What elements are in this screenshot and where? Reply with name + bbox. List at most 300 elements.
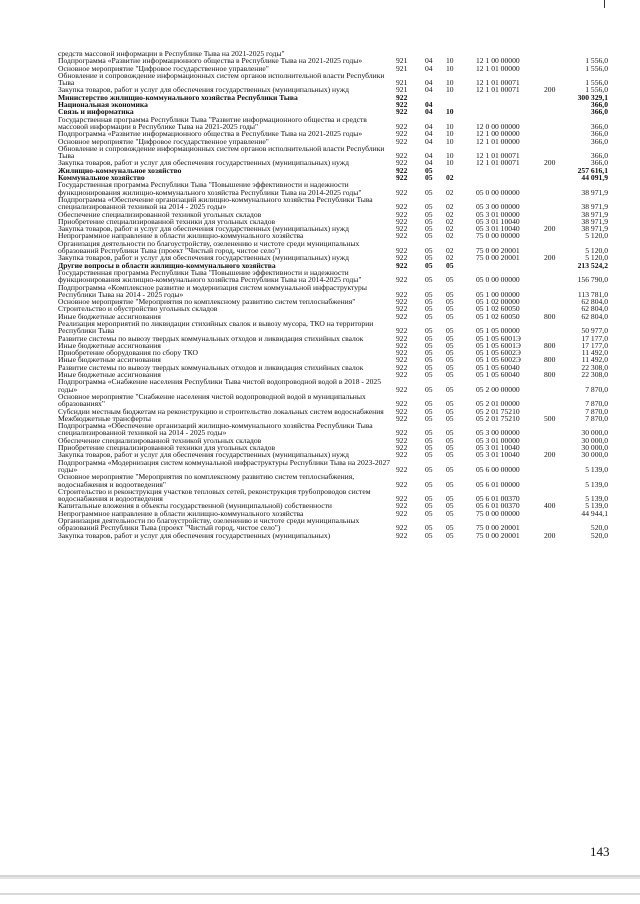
section-code: 05 xyxy=(425,443,433,453)
amount: 156 790,0 xyxy=(577,275,608,285)
subsection-code: 05 xyxy=(446,428,454,438)
scan-edge-mark xyxy=(604,0,605,8)
table-row xyxy=(58,240,618,255)
ministry-code: 922 xyxy=(396,121,408,131)
target-article-code: 05 1 02 00000 xyxy=(476,297,520,307)
subsection-code: 05 xyxy=(446,297,454,307)
target-article-code: 05 1 05 00000 xyxy=(476,326,520,336)
subsection-code: 05 xyxy=(446,501,454,511)
ministry-code: 922 xyxy=(396,523,408,533)
section-code: 05 xyxy=(425,435,433,445)
subsection-code: 10 xyxy=(446,151,454,161)
target-article-code: 05 0 00 00000 xyxy=(476,275,520,285)
subsection-code: 05 xyxy=(446,355,454,365)
subsection-code: 05 xyxy=(446,523,454,533)
table-row xyxy=(58,101,618,108)
subsection-code: 05 xyxy=(446,479,454,489)
subsection-code: 05 xyxy=(446,530,454,540)
section-code: 05 xyxy=(425,406,433,416)
subsection-code: 10 xyxy=(446,63,454,73)
amount: 1 556,0 xyxy=(585,85,608,95)
amount: 300 329,1 xyxy=(577,92,608,102)
subsection-code: 10 xyxy=(446,107,454,117)
expense-type-code: 500 xyxy=(544,413,556,423)
target-article-code: 05 1 05 6001Э xyxy=(476,340,521,350)
row-name: Строительство и обустройство угольных складов xyxy=(58,304,218,314)
amount: 113 781,0 xyxy=(577,289,608,299)
target-article-code: 12 1 00 00000 xyxy=(476,56,520,66)
ministry-code: 922 xyxy=(396,224,408,234)
section-code: 05 xyxy=(425,479,433,489)
subsection-code: 05 xyxy=(446,333,454,343)
amount: 7 870,0 xyxy=(585,406,608,416)
table-row xyxy=(58,320,618,335)
target-article-code: 05 1 05 6001Э xyxy=(476,333,521,343)
target-article-code: 75 0 00 00000 xyxy=(476,508,520,518)
target-article-code: 05 6 01 00000 xyxy=(476,479,520,489)
target-article-code: 05 1 05 6002Э xyxy=(476,348,521,358)
subsection-code: 05 xyxy=(446,289,454,299)
section-code: 05 xyxy=(425,362,433,372)
subsection-code: 10 xyxy=(446,158,454,168)
amount: 30 000,0 xyxy=(581,450,608,460)
table-row xyxy=(58,378,618,393)
subsection-code: 10 xyxy=(446,136,454,146)
ministry-code: 922 xyxy=(396,530,408,540)
ministry-code: 922 xyxy=(396,501,408,511)
amount: 38 971,9 xyxy=(581,202,608,212)
ministry-code: 921 xyxy=(396,85,408,95)
amount: 520,0 xyxy=(590,523,608,533)
target-article-code: 12 1 01 00071 xyxy=(476,151,520,161)
row-name: Закупка товаров, работ и услуг для обеспечения государственных (муниципальных) xyxy=(58,530,331,540)
section-code: 05 xyxy=(425,165,433,175)
amount: 1 556,0 xyxy=(585,78,608,88)
section-code: 05 xyxy=(425,370,433,380)
subsection-code: 05 xyxy=(446,304,454,314)
subsection-code: 05 xyxy=(446,384,454,394)
ministry-code: 922 xyxy=(396,260,408,270)
ministry-code: 922 xyxy=(396,348,408,358)
row-name: Реализация мероприятий по ликвидации стихийных свалок и вывозу мусора, ТКО на территории Республики Тыва xyxy=(58,318,374,336)
subsection-code: 05 xyxy=(446,326,454,336)
section-code: 05 xyxy=(425,231,433,241)
subsection-code: 05 xyxy=(446,413,454,423)
row-name: Приобретение специализированной техники для угольных складов xyxy=(58,216,276,226)
amount: 62 804,0 xyxy=(581,304,608,314)
subsection-code: 05 xyxy=(446,260,454,270)
section-code: 04 xyxy=(425,56,433,66)
subsection-code: 10 xyxy=(446,121,454,131)
target-article-code: 05 2 01 75210 xyxy=(476,413,520,423)
section-code: 05 xyxy=(425,289,433,299)
amount: 62 804,0 xyxy=(581,311,608,321)
row-name: Непрограммное направление в области жилищно-коммунального хозяйства xyxy=(58,508,304,518)
ministry-code: 922 xyxy=(396,450,408,460)
subsection-code: 10 xyxy=(446,129,454,139)
row-name: Развитие системы по вывозу твердых коммунальных отходов и ликвидация стихийных свалок xyxy=(58,333,364,343)
amount: 213 524,2 xyxy=(577,260,608,270)
ministry-code: 922 xyxy=(396,494,408,504)
target-article-code: 05 1 05 60040 xyxy=(476,362,520,372)
ministry-code: 922 xyxy=(396,297,408,307)
table-row xyxy=(58,393,618,408)
subsection-code: 05 xyxy=(446,311,454,321)
row-name: Подпрограмма «Развитие информационного общества в Республике Тыва на 2021-2025 годы» xyxy=(58,129,363,139)
amount: 62 804,0 xyxy=(581,297,608,307)
subsection-code: 02 xyxy=(446,187,454,197)
ministry-code: 922 xyxy=(396,508,408,518)
row-name: Организация деятельности по благоустройству, озеленению и чистоте среди муниципальных образований Республики Тыва (проект "Чистый город, чистое село") xyxy=(58,516,360,533)
target-article-code: 05 3 01 10040 xyxy=(476,216,520,226)
row-name: Министерство жилищно-коммунального хозяйства Республики Тыва xyxy=(58,92,298,102)
target-article-code: 05 3 01 00000 xyxy=(476,209,520,219)
target-article-code: 05 0 00 00000 xyxy=(476,187,520,197)
ministry-code: 922 xyxy=(396,399,408,409)
target-article-code: 75 0 00 20001 xyxy=(476,246,520,256)
amount: 22 308,0 xyxy=(581,370,608,380)
ministry-code: 922 xyxy=(396,435,408,445)
row-name: Жилищно-коммунальное хозяйство xyxy=(58,165,182,175)
section-code: 05 xyxy=(425,508,433,518)
row-name: Организация деятельности по благоустройству, озеленению и чистоте среди муниципальных образований Республики Тыва (проект "Чистый город, чистое село") xyxy=(58,238,360,256)
scan-bottom-lines xyxy=(0,870,640,904)
section-code: 05 xyxy=(425,260,433,270)
row-name: Основное мероприятие "Мероприятия по комплексному развитию систем теплоснабжения, водоснабжения и водоотведения" xyxy=(58,472,355,489)
ministry-code: 922 xyxy=(396,384,408,394)
amount: 7 870,0 xyxy=(585,384,608,394)
subsection-code: 05 xyxy=(446,370,454,380)
target-article-code: 05 3 01 10040 xyxy=(476,450,520,460)
row-name: Закупка товаров, работ и услуг для обеспечения государственных (муниципальных) нужд xyxy=(58,85,349,95)
subsection-code: 02 xyxy=(446,231,454,241)
subsection-code: 02 xyxy=(446,209,454,219)
ministry-code: 922 xyxy=(396,333,408,343)
expense-type-code: 200 xyxy=(544,253,556,263)
amount: 30 000,0 xyxy=(581,428,608,438)
subsection-code: 05 xyxy=(446,275,454,285)
subsection-code: 05 xyxy=(446,406,454,416)
ministry-code: 922 xyxy=(396,428,408,438)
amount: 30 000,0 xyxy=(581,435,608,445)
row-name: Государственная программа Республики Тыва "Развитие информационного общества и средств массовой информации в Республике Тыва на 2021-2025 годы" xyxy=(58,114,367,131)
target-article-code: 05 1 05 6002Э xyxy=(476,355,521,365)
target-article-code: 75 0 00 20001 xyxy=(476,253,520,263)
target-article-code: 05 6 00 00000 xyxy=(476,464,520,474)
row-name: средств массовой информации в Республике Тыва на 2021-2025 годы" xyxy=(58,49,285,58)
ministry-code: 922 xyxy=(396,340,408,350)
section-code: 04 xyxy=(425,151,433,161)
row-name: Развитие системы по вывозу твердых коммунальных отходов и ликвидация стихийных свалок xyxy=(58,362,364,372)
section-code: 05 xyxy=(425,348,433,358)
table-row xyxy=(58,145,618,160)
target-article-code: 12 1 01 00000 xyxy=(476,136,520,146)
ministry-code: 922 xyxy=(396,311,408,321)
section-code: 05 xyxy=(425,297,433,307)
row-name: Закупка товаров, работ и услуг для обеспечения государственных (муниципальных) нужд xyxy=(58,158,349,168)
amount: 22 308,0 xyxy=(581,362,608,372)
target-article-code: 12 1 01 00071 xyxy=(476,85,520,95)
target-article-code: 05 2 01 75210 xyxy=(476,406,520,416)
row-name: Обновление и сопровождение информационных систем органов исполнительной власти Республики Тыва xyxy=(58,143,385,161)
ministry-code: 922 xyxy=(396,158,408,168)
target-article-code: 05 3 00 00000 xyxy=(476,428,520,438)
amount: 5 139,0 xyxy=(585,494,608,504)
target-article-code: 12 1 00 00000 xyxy=(476,129,520,139)
row-name: Коммунальное хозяйство xyxy=(58,173,145,183)
section-code: 05 xyxy=(425,333,433,343)
ministry-code: 922 xyxy=(396,165,408,175)
target-article-code: 05 2 00 00000 xyxy=(476,384,520,394)
amount: 5 120,0 xyxy=(585,231,608,241)
row-name: Приобретение оборудования по сбору ТКО xyxy=(58,348,199,358)
ministry-code: 922 xyxy=(396,187,408,197)
table-row xyxy=(58,532,618,539)
ministry-code: 922 xyxy=(396,231,408,241)
row-name: Закупка товаров, работ и услуг для обеспечения государственных (муниципальных) нужд xyxy=(58,450,349,460)
amount: 366,0 xyxy=(590,158,608,168)
row-name: Капитальные вложения в объекты государственной (муниципальной) собственности xyxy=(58,501,332,511)
row-name: Подпрограмма «Развитие информационного общества в Республике Тыва на 2021-2025 годы» xyxy=(58,56,363,66)
subsection-code: 05 xyxy=(446,348,454,358)
target-article-code: 05 1 00 00000 xyxy=(476,289,520,299)
subsection-code: 05 xyxy=(446,399,454,409)
section-code: 04 xyxy=(425,78,433,88)
target-article-code: 05 3 01 00000 xyxy=(476,435,520,445)
row-name: Иные бюджетные ассигнования xyxy=(58,340,161,350)
row-name: Строительство и реконструкция участков тепловых сетей, реконструкция трубопроводов систем водоснабжения и водоотведения xyxy=(58,486,371,504)
section-code: 05 xyxy=(425,202,433,212)
subsection-code: 02 xyxy=(446,202,454,212)
amount: 366,0 xyxy=(590,121,608,131)
row-name: Подпрограмма «Модернизация систем коммунальной инфраструктуры Республики Тыва на 2023-2027 годы» xyxy=(58,457,391,474)
ministry-code: 922 xyxy=(396,304,408,314)
amount: 44 091,9 xyxy=(581,173,608,183)
amount: 38 971,9 xyxy=(581,187,608,197)
expense-type-code: 800 xyxy=(544,340,556,350)
amount: 1 556,0 xyxy=(585,56,608,66)
row-name: Государственная программа Республики Тыва "Повышение эффективности и надежности функционирования жилищно-коммунального хозяйства Республики Тыва на 2014-2025 годы" xyxy=(58,180,362,197)
ministry-code: 922 xyxy=(396,464,408,474)
table-row xyxy=(58,181,618,196)
section-code: 04 xyxy=(425,158,433,168)
target-article-code: 05 1 05 60040 xyxy=(476,370,520,380)
section-code: 05 xyxy=(425,326,433,336)
amount: 30 000,0 xyxy=(581,443,608,453)
ministry-code: 922 xyxy=(396,246,408,256)
section-code: 04 xyxy=(425,121,433,131)
row-name: Подпрограмма «Обеспечение организаций жилищно-коммунального хозяйства Республики Тыва специализированной техникой на 2014 - 2025 годы» xyxy=(58,194,373,212)
row-name: Национальная экономика xyxy=(58,100,148,110)
row-name: Основное мероприятие "Мероприятия по комплексному развитию систем теплоснабжения" xyxy=(58,297,356,307)
ministry-code: 922 xyxy=(396,362,408,372)
table-row xyxy=(58,422,618,437)
amount: 366,0 xyxy=(590,136,608,146)
target-article-code: 12 1 01 00071 xyxy=(476,78,520,88)
section-code: 05 xyxy=(425,428,433,438)
subsection-code: 02 xyxy=(446,224,454,234)
subsection-code: 10 xyxy=(446,56,454,66)
amount: 366,0 xyxy=(590,107,608,117)
table-row xyxy=(58,72,618,87)
amount: 17 177,0 xyxy=(581,340,608,350)
ministry-code: 922 xyxy=(396,151,408,161)
expense-type-code: 200 xyxy=(544,224,556,234)
row-name: Межбюджетные трансферты xyxy=(58,413,151,423)
target-article-code: 05 3 01 10040 xyxy=(476,443,520,453)
section-code: 05 xyxy=(425,523,433,533)
page-number: 143 xyxy=(590,844,610,859)
target-article-code: 75 0 00 20001 xyxy=(476,530,520,540)
section-code: 04 xyxy=(425,85,433,95)
section-code: 05 xyxy=(425,216,433,226)
expense-type-code: 400 xyxy=(544,501,556,511)
scan-artifact-lines xyxy=(0,870,640,904)
ministry-code: 922 xyxy=(396,355,408,365)
row-name: Основное мероприятие "Цифровое государственное управление" xyxy=(58,136,269,146)
ministry-code: 922 xyxy=(396,253,408,263)
row-name: Подпрограмма «Снабжение населения Республики Тыва чистой водопроводной водой в 2018 - 2025 годы» xyxy=(58,377,382,394)
amount: 7 870,0 xyxy=(585,399,608,409)
table-row xyxy=(58,269,618,284)
amount: 44 944,1 xyxy=(581,508,608,518)
target-article-code: 05 6 01 00370 xyxy=(476,501,520,511)
subsection-code: 02 xyxy=(446,216,454,226)
amount: 366,0 xyxy=(590,151,608,161)
target-article-code: 05 1 02 60050 xyxy=(476,311,520,321)
row-name: Основное мероприятие "Цифровое государственное управление" xyxy=(58,63,269,73)
target-article-code: 05 6 01 00370 xyxy=(476,494,520,504)
subsection-code: 05 xyxy=(446,443,454,453)
expense-type-code: 200 xyxy=(544,158,556,168)
table-row xyxy=(58,517,618,532)
ministry-code: 922 xyxy=(396,413,408,423)
section-code: 05 xyxy=(425,464,433,474)
subsection-code: 02 xyxy=(446,246,454,256)
ministry-code: 921 xyxy=(396,56,408,66)
table-row xyxy=(58,196,618,211)
amount: 38 971,9 xyxy=(581,224,608,234)
row-name: Обеспечение специализированной техникой угольных складов xyxy=(58,209,262,219)
table-row xyxy=(58,488,618,503)
row-name: Подпрограмма «Обеспечение организаций жилищно-коммунального хозяйства Республики Тыва специализированной техникой на 2014 - 2025 годы» xyxy=(58,421,373,438)
ministry-code: 922 xyxy=(396,209,408,219)
ministry-code: 922 xyxy=(396,443,408,453)
amount: 50 977,0 xyxy=(581,326,608,336)
row-name: Иные бюджетные ассигнования xyxy=(58,311,161,321)
amount: 5 139,0 xyxy=(585,479,608,489)
subsection-code: 02 xyxy=(446,253,454,263)
row-name: Иные бюджетные ассигнования xyxy=(58,355,161,365)
section-code: 04 xyxy=(425,107,433,117)
section-code: 05 xyxy=(425,275,433,285)
row-name: Другие вопросы в области жилищно-коммунального хозяйства xyxy=(58,260,276,270)
row-name: Обеспечение специализированной техникой угольных складов xyxy=(58,435,262,445)
section-code: 05 xyxy=(425,340,433,350)
row-name: Закупка товаров, работ и услуг для обеспечения государственных (муниципальных) нужд xyxy=(58,253,349,263)
ministry-code: 922 xyxy=(396,129,408,139)
budget-table xyxy=(58,50,618,539)
amount: 5 139,0 xyxy=(585,501,608,511)
row-name: Иные бюджетные ассигнования xyxy=(58,370,161,380)
amount: 366,0 xyxy=(590,129,608,139)
target-article-code: 75 0 00 20001 xyxy=(476,523,520,533)
target-article-code: 75 0 00 00000 xyxy=(476,231,520,241)
expense-type-code: 800 xyxy=(544,370,556,380)
ministry-code: 922 xyxy=(396,289,408,299)
row-name: Связь и информатика xyxy=(58,107,134,117)
ministry-code: 922 xyxy=(396,100,408,110)
subsection-code: 05 xyxy=(446,362,454,372)
section-code: 05 xyxy=(425,173,433,183)
ministry-code: 922 xyxy=(396,136,408,146)
table-row xyxy=(58,459,618,474)
expense-type-code: 200 xyxy=(544,85,556,95)
target-article-code: 12 1 01 00071 xyxy=(476,158,520,168)
section-code: 05 xyxy=(425,399,433,409)
section-code: 05 xyxy=(425,311,433,321)
amount: 5 139,0 xyxy=(585,464,608,474)
section-code: 05 xyxy=(425,413,433,423)
target-article-code: 12 1 01 00000 xyxy=(476,63,520,73)
ministry-code: 922 xyxy=(396,202,408,212)
row-name: Подпрограмма «Комплексное развитие и модернизация систем коммунальной инфраструктуры Республики Тыва на 2014 - 2025 годы» xyxy=(58,282,367,299)
section-code: 05 xyxy=(425,501,433,511)
subsection-code: 05 xyxy=(446,508,454,518)
section-code: 05 xyxy=(425,450,433,460)
subsection-code: 10 xyxy=(446,78,454,88)
subsection-code: 05 xyxy=(446,494,454,504)
amount: 38 971,9 xyxy=(581,209,608,219)
section-code: 05 xyxy=(425,246,433,256)
subsection-code: 05 xyxy=(446,464,454,474)
table-row xyxy=(58,116,618,131)
amount: 5 120,0 xyxy=(585,246,608,256)
amount: 1 556,0 xyxy=(585,63,608,73)
ministry-code: 922 xyxy=(396,370,408,380)
section-code: 05 xyxy=(425,384,433,394)
expense-type-code: 800 xyxy=(544,355,556,365)
amount: 17 177,0 xyxy=(581,333,608,343)
expense-type-code: 800 xyxy=(544,311,556,321)
section-code: 05 xyxy=(425,209,433,219)
subsection-code: 05 xyxy=(446,340,454,350)
amount: 520,0 xyxy=(590,530,608,540)
section-code: 05 xyxy=(425,530,433,540)
amount: 257 616,1 xyxy=(577,165,608,175)
section-code: 05 xyxy=(425,224,433,234)
ministry-code: 922 xyxy=(396,173,408,183)
section-code: 05 xyxy=(425,494,433,504)
amount: 7 870,0 xyxy=(585,413,608,423)
ministry-code: 922 xyxy=(396,216,408,226)
ministry-code: 921 xyxy=(396,63,408,73)
ministry-code: 922 xyxy=(396,326,408,336)
amount: 11 492,0 xyxy=(581,355,608,365)
subsection-code: 05 xyxy=(446,450,454,460)
ministry-code: 921 xyxy=(396,78,408,88)
row-name: Закупка товаров, работ и услуг для обеспечения государственных (муниципальных) нужд xyxy=(58,224,349,234)
amount: 5 120,0 xyxy=(585,253,608,263)
expense-type-code: 200 xyxy=(544,450,556,460)
section-code: 05 xyxy=(425,355,433,365)
row-name: Приобретение специализированной техники для угольных складов xyxy=(58,443,276,453)
row-name: Субсидии местным бюджетам на реконструкцию и строительство локальных систем водоснабжения xyxy=(58,406,384,416)
row-name: Государственная программа Республики Тыва "Повышение эффективности и надежности функционирования жилищно-коммунального хозяйства Республики Тыва на 2014-2025 годы" xyxy=(58,267,362,285)
ministry-code: 922 xyxy=(396,479,408,489)
section-code: 04 xyxy=(425,136,433,146)
row-name: Обновление и сопровождение информационных систем органов исполнительной власти Республики Тыва xyxy=(58,70,385,88)
